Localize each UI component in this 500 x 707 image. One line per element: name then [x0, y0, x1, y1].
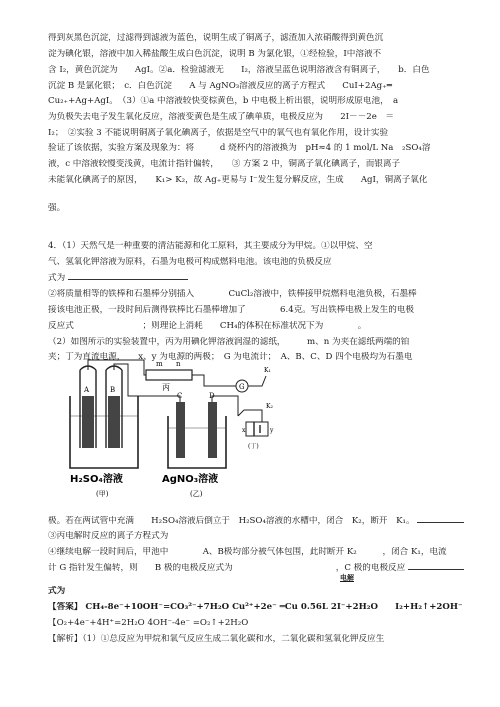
text-line-6: 为负极失去电子发生氧化反应，溶液变黄色是生成了碘单质，电极反应为 2I－－2e ＝ — [48, 112, 394, 122]
label-b: B — [110, 386, 116, 394]
label-h2so4: H₂SO₄溶液 — [70, 474, 123, 485]
analysis-line-2: 【解析】（1）①总反应为甲烷和氧气反应生成二氧化碳和水，二氧化碳和氢氧化钾反应生 — [48, 634, 385, 644]
text-line-2: 淀为碘化银，溶液中加入稀盐酸生成白色沉淀，说明 B 为氯化银，①经检验，Ⅰ中溶液不 — [48, 49, 382, 59]
switch-k2 — [238, 410, 262, 422]
electrode-b-plate — [108, 396, 120, 448]
question-4-line-7: （2）如图所示的实验装置中，丙为用碘化钾溶液润湿的滤纸， m、n 为夹在滤纸两端的铂 — [48, 337, 410, 347]
label-x: x — [242, 427, 246, 434]
question-4-line-8: 夹；丁为直流电源， x、y 为电源的两极； G 为电流计； A、B、C、D 四个电极均为石墨电 — [48, 352, 413, 362]
label-ding: (丁) — [248, 443, 259, 450]
electrode-d-plate — [208, 402, 217, 458]
caption-yi: (乙) — [190, 490, 203, 498]
electrode-a-plate — [82, 396, 94, 448]
question-4-sub-3 — [48, 516, 464, 527]
text-line-7: I₂； ②实验 3 不能说明铜离子氧化碘离子，依据是空气中的氧气也有氧化作用，设计实验 — [48, 128, 389, 138]
question-4-line-1: 4．（1）天然气是一种重要的清洁能源和化工原料，其主要成分为甲烷。①以甲烷、空 — [48, 241, 373, 251]
label-agno3: AgNO₃溶液 — [162, 474, 219, 485]
text-line-5: Cu₂₊+Ag+AgI。 （3）①a 中溶液较快变棕黄色，b 中电极上析出银，说明形成原电池， a — [48, 96, 399, 106]
text-line-1: 得到灰黑色沉淀，过滤得到滤液为蓝色，说明生成了铜离子，滤渣加入浓硝酸得到黄色沉 — [48, 33, 384, 43]
question-4-line-6: 反应式 ；则理论上消耗 CH₄的体积在标准状况下为 。 — [48, 321, 367, 331]
sub-4-prompt: 计 G 指针发生偏转，则 B 极的电极反应式为 ，C 极的电极反应 — [48, 563, 406, 573]
question-4-sub-4-line-1: ③丙电解时反应的离子方程式为 — [48, 531, 169, 541]
answer-blank-4[interactable] — [408, 569, 464, 570]
answer-blank-3[interactable] — [417, 522, 464, 523]
text-line-4: 沉淀 B 是氯化银； c．白色沉淀 A 与 AgNO₃溶液反应的离子方程式 CuI+2Ag₊═ — [48, 81, 392, 91]
electrode-c-plate — [176, 402, 185, 458]
answer-line-2: 【答案】 CH₄-8e⁻+10OH⁻=CO₃²⁻+7H₂O Cu²⁺+2e⁻ ═Cu 0.56L 2I⁻+2H₂O I₂+H₂↑+2OH⁻ — [48, 602, 463, 612]
analysis-line-1: 【O₂+4e⁻+4H⁺=2H₂O 4OH⁻-4e⁻ =O₂↑+2H₂O — [48, 618, 249, 628]
label-d: D — [209, 392, 215, 400]
switch-k1 — [248, 376, 266, 386]
question-4-line-2: 气、氢氧化钾溶液为原料，石墨为电极可构成燃料电池。该电池的负极反应 — [48, 257, 332, 267]
answer-blank-1[interactable] — [68, 279, 188, 280]
question-4-line-4: ②将质量相等的铁棒和石墨棒分别插入 CuCl₂溶液中，铁棒接甲烷燃料电池负极，石墨棒 — [48, 289, 417, 299]
question-4-line-3 — [48, 273, 464, 284]
caption-jia: (甲) — [96, 490, 109, 498]
label-m: m — [156, 360, 163, 368]
power-source — [246, 422, 268, 436]
electrolysis-label: 电解 — [340, 573, 354, 582]
answer-line-1: 式为 — [48, 586, 66, 596]
label-g: G — [239, 383, 245, 391]
label-k1: K₁ — [264, 367, 271, 374]
text-line-9: 液，c 中溶液较慢变浅黄，电流计指针偏转， ③ 方案 2 中，铜离子氧化碘离子，而银离子 — [48, 159, 401, 169]
label-a: A — [84, 386, 90, 394]
filter-paper — [146, 370, 192, 380]
text-line-3: 含 I₂，黄色沉淀为 AgI。②a．检验滤液无 I₂，溶液呈蓝色说明溶液含有铜离子， b．白色 — [48, 65, 430, 75]
label-y: y — [270, 427, 274, 434]
answer-prompt: 式为 — [48, 273, 66, 283]
question-4-sub-4-line-2: ④继续电解一段时间后，甲池中 A、B极均部分被气体包围，此时断开 K₂ ，闭合 K₁，电流 — [48, 547, 447, 557]
sub-3-text: 极。若在两试管中充满 H₂SO₄溶液后倒立于 H₂SO₄溶液的水槽中，闭合 K₂，断开 K₁。 — [48, 516, 415, 526]
question-4-sub-4-line-3 — [48, 563, 464, 574]
text-line-11: 强。 — [48, 203, 66, 213]
label-k2: K₂ — [266, 403, 273, 410]
text-line-8: 验证了该依据，实验方案及现象为：将 d 烧杯内的溶液换为 pH≈4 的 1 mol/L Na ₂SO₄溶 — [48, 143, 431, 153]
label-n: n — [176, 360, 181, 368]
text-line-10: 未能氧化碘离子的原因， K₁> K₂，故 Ag₊更易与 I⁻发生复分解反应，生成 AgI，铜离子氧化 — [48, 175, 428, 185]
label-c: C — [177, 392, 183, 400]
label-bing: 丙 — [162, 383, 170, 392]
apparatus-diagram — [66, 356, 281, 504]
question-4-line-5: 接该电池正极，一段时间后测得铁棒比石墨棒增加了 6.4克。写出铁棒电极上发生的电极 — [48, 305, 415, 315]
